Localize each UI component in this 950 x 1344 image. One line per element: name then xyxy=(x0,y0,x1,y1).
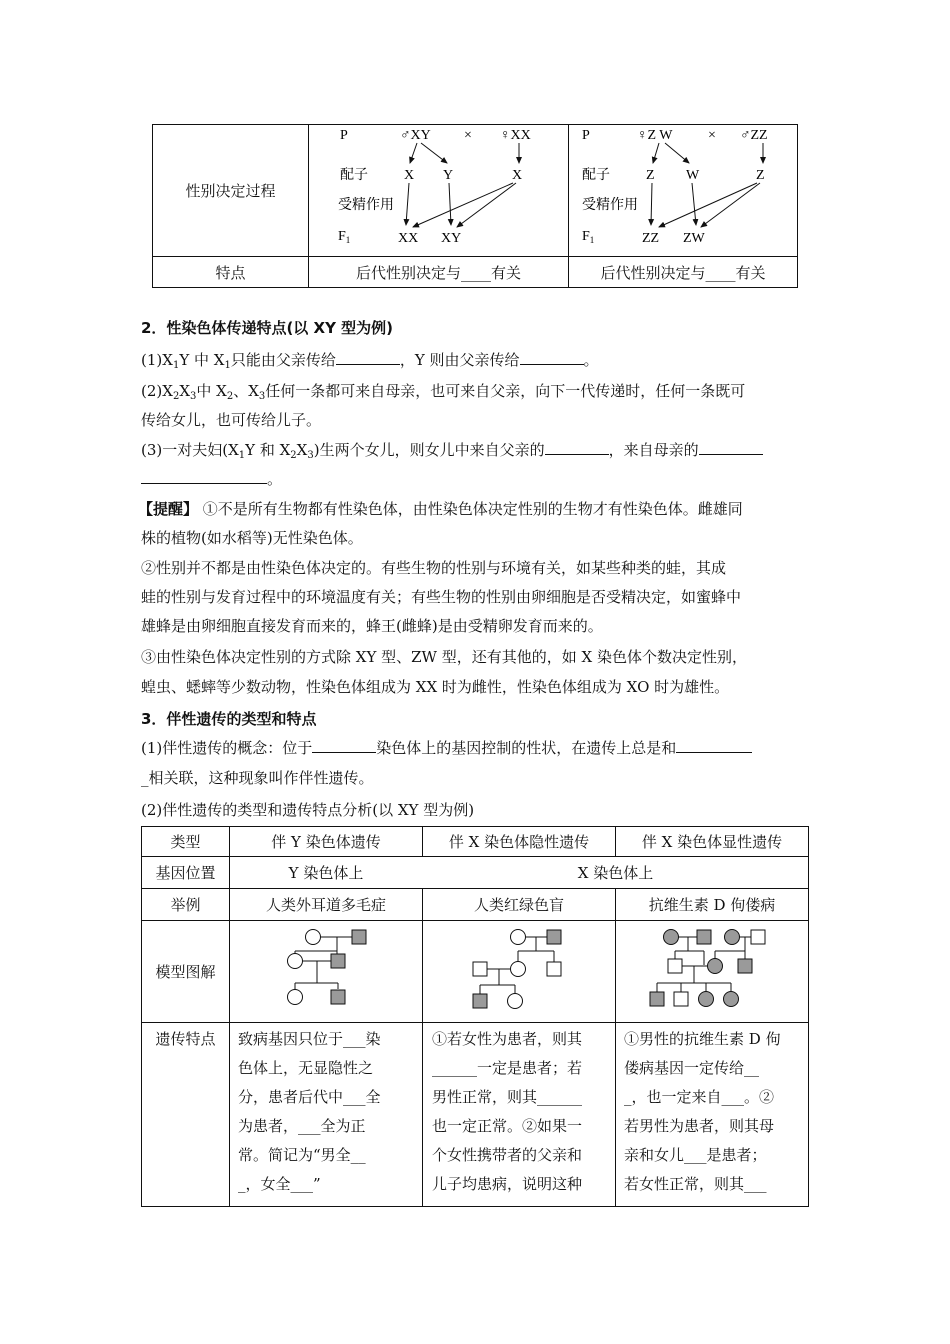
row-label-example: 举例 xyxy=(170,896,201,914)
reminder-2-line3: 雄蜂是由卵细胞直接发育而来的，蜂王(雌蜂)是由受精卵发育而来的。 xyxy=(141,617,603,635)
zw-male: ♂ZZ xyxy=(740,128,768,143)
pedigree-x-recessive xyxy=(423,921,615,1022)
row-label-feature-2: 遗传特点 xyxy=(155,1030,216,1048)
section3-heading: 3．伴性遗传的类型和特点 xyxy=(141,710,317,728)
xy-fert-label: 受精作用 xyxy=(338,198,394,213)
feature-y-linked: 致病基因只位于___染 色体上，无显隐性之 分，患者后代中___全 为患者，___全为正 常。简记为“男全__ _，女全___” xyxy=(238,1030,381,1193)
pedigree-y-linked xyxy=(230,921,422,1022)
section3-item1: (1)伴性遗传的概念：位于 染色体上的基因控制的性状，在遗传上总是和 xyxy=(141,734,752,763)
example-x-recessive: 人类红绿色盲 xyxy=(473,896,564,914)
xy-f1-label: $F_1$ xyxy=(338,229,351,245)
gene-location-x: X 染色体上 xyxy=(577,864,654,882)
reminder-1-line2: 株的植物(如水稻等)无性染色体。 xyxy=(141,529,363,547)
xy-offspring-1: XX xyxy=(398,231,419,246)
section2-item2: $(2)X_2X_3$中 $X_2$、$X_3$任何一条都可来自母亲，也可来自父亲，向下一代传递时，任何一条既可 xyxy=(141,382,746,402)
example-x-dominant: 抗维生素 D 佝偻病 xyxy=(648,896,776,914)
section3-item1-line2: _相关联，这种现象叫作伴性遗传。 xyxy=(141,769,374,787)
row-label-process: 性别决定过程 xyxy=(185,182,276,200)
zw-times: × xyxy=(708,128,716,143)
row-label-gene-location: 基因位置 xyxy=(155,864,216,882)
pedigree-x-dominant xyxy=(616,921,808,1022)
zw-p-label: P xyxy=(582,128,590,143)
xy-times: × xyxy=(464,128,472,143)
reminder-3-line2: 蝗虫、蟋蟀等少数动物，性染色体组成为 XX 时为雌性，性染色体组成为 XO 时为雄性。 xyxy=(141,678,730,696)
reminder-tag: 【提醒】 xyxy=(138,500,199,518)
xy-gamete-3: X xyxy=(512,168,523,183)
feature-zw: 后代性别决定与____有关 xyxy=(600,263,766,282)
zw-f1-label: $F_1$ xyxy=(582,229,595,245)
zw-gamete-1: Z xyxy=(646,168,655,183)
xy-cross-diagram xyxy=(309,125,568,256)
reminder-2: ②性别并不都是由性染色体决定的。有些生物的性别与环境有关，如某些种类的蛙，其成 xyxy=(141,559,727,577)
zw-offspring-2: ZW xyxy=(683,231,705,246)
xy-gamete-label: 配子 xyxy=(340,168,368,183)
section3-item2: (2)伴性遗传的类型和遗传特点分析(以 XY 型为例) xyxy=(141,801,475,819)
xy-female: ♀XX xyxy=(500,128,531,143)
header-x-recessive: 伴 X 染色体隐性遗传 xyxy=(448,833,590,851)
header-y-linked: 伴 Y 染色体遗传 xyxy=(271,833,381,851)
zw-gamete-2: W xyxy=(686,168,700,183)
xy-p-label: P xyxy=(340,128,348,143)
zw-offspring-1: ZZ xyxy=(642,231,660,246)
section2-item3: (3)一对夫妇($X_1Y$ 和 $X_2X_3$)生两个女儿，则女儿中来自父亲的 ，来自母亲的 xyxy=(141,436,763,465)
section2-item2-line2: 传给女儿，也可传给儿子。 xyxy=(141,411,322,429)
gene-location-y: Y 染色体上 xyxy=(288,864,364,882)
zw-cross-diagram xyxy=(569,125,797,256)
section2-heading: 2．性染色体传递特点(以 XY 型为例) xyxy=(141,319,394,337)
reminder-1: 【提醒】 ①不是所有生物都有性染色体，由性染色体决定性别的生物才有性染色体。雌雄同 xyxy=(138,500,743,518)
section2-item1: $(1)X_1Y$ 中 $X_1$只能由父亲传给 ，Y 则由父亲传给 。 xyxy=(141,351,599,371)
reminder-2-line2: 蛙的性别与发育过程中的环境温度有关；有些生物的性别由卵细胞是否受精决定，如蜜蜂中 xyxy=(141,588,742,606)
example-y: 人类外耳道多毛症 xyxy=(265,896,386,914)
feature-xy: 后代性别决定与____有关 xyxy=(355,263,521,282)
section2-item3-line2: 。 xyxy=(141,465,282,494)
zw-fert-label: 受精作用 xyxy=(582,198,638,213)
row-label-feature: 特点 xyxy=(215,263,246,282)
feature-x-recessive: ①若女性为患者，则其 ______一定是患者；若 男性正常，则其______ 也一定正常。②如果一 个女性携带者的父亲和 儿子均患病，说明这种 xyxy=(432,1030,583,1193)
xy-male: ♂XY xyxy=(400,128,431,143)
zw-gamete-3: Z xyxy=(756,168,765,183)
header-x-dominant: 伴 X 染色体显性遗传 xyxy=(641,833,783,851)
xy-gamete-2: Y xyxy=(443,168,454,183)
zw-gamete-label: 配子 xyxy=(582,168,610,183)
zw-female: ♀Z W xyxy=(637,128,673,143)
xy-gamete-1: X xyxy=(404,168,415,183)
feature-x-dominant: ①男性的抗维生素 D 佝 偻病基因一定传给__ _，也一定来自___。② 若男性为患者，则其母 亲和女儿___是患者； 若女性正常，则其___ xyxy=(624,1030,781,1193)
row-label-model: 模型图解 xyxy=(155,963,216,981)
reminder-3: ③由性染色体决定性别的方式除 XY 型、ZW 型，还有其他的，如 X 染色体个数决定性别， xyxy=(141,648,747,666)
header-type: 类型 xyxy=(170,833,201,851)
xy-offspring-2: XY xyxy=(441,231,462,246)
